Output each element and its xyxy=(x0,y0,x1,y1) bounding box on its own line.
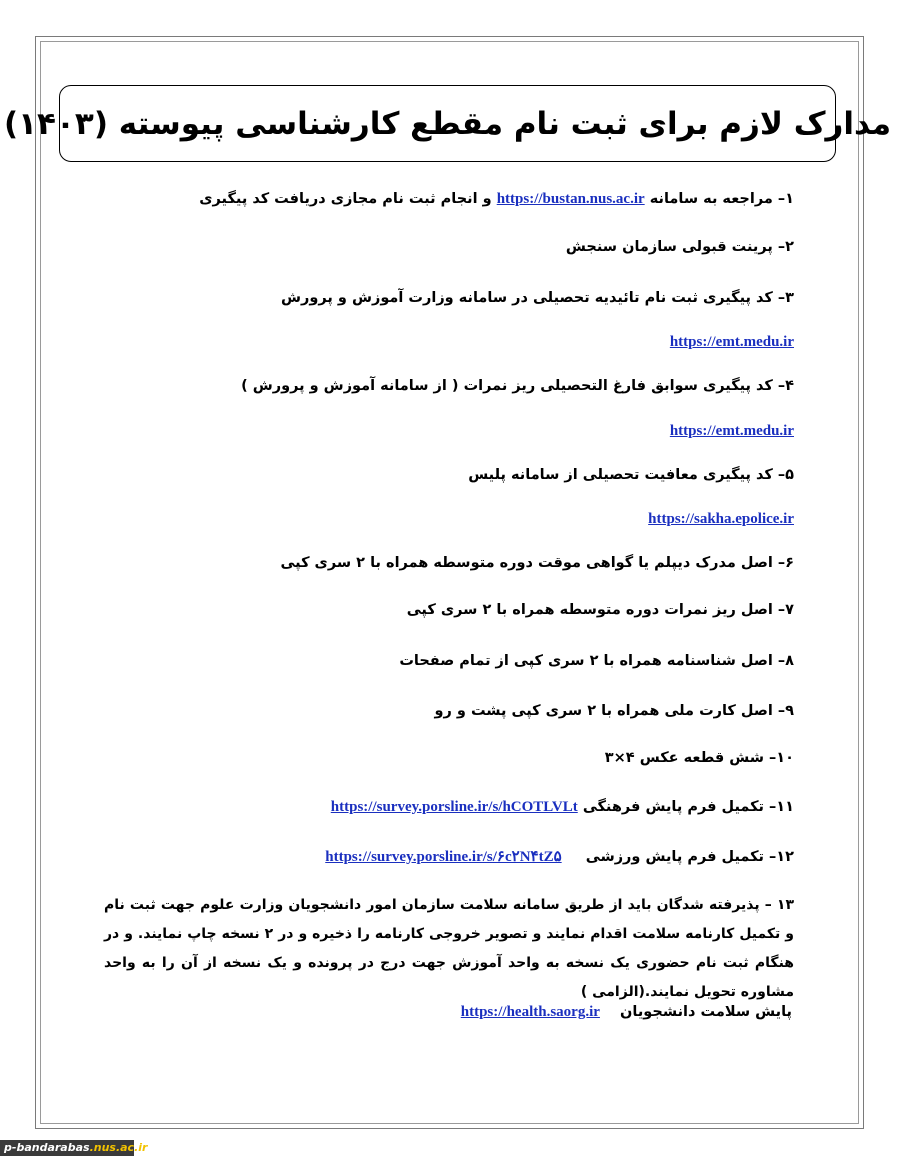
item-3-link-row xyxy=(670,332,794,352)
item-5: ۵– کد پیگیری معافیت تحصیلی از سامانه پلیس xyxy=(468,467,794,483)
item-1-before: ۱– مراجعه به سامانه xyxy=(649,191,794,207)
item-7: ۷– اصل ریز نمرات دوره متوسطه همراه با ۲ سری کپی xyxy=(406,602,794,618)
emt-link-2[interactable]: https://emt.medu.ir xyxy=(669,423,794,439)
item-10: ۱۰– شش قطعه عکس ۴×۳ xyxy=(604,750,794,766)
item-4-link-row xyxy=(670,421,794,441)
item-14 xyxy=(461,1002,792,1022)
site-badge xyxy=(0,1140,148,1156)
item-6: ۶– اصل مدرک دیپلم یا گواهی موقت دوره متوسطه همراه با ۲ سری کپی xyxy=(280,555,794,571)
item-12-text: ۱۲– تکمیل فرم پایش ورزشی xyxy=(585,849,794,865)
porsline-sport-link[interactable]: https://survey.porsline.ir/s/۶c۲N۴tZ۵ xyxy=(325,849,562,865)
item-13: ۱۳ – پذیرفته شدگان باید از طریق سامانه سلامت سازمان امور دانشجویان وزارت علوم جهت ثبت نام و تکمیل کارنامه سلامت اقدام نمایند و تصویر خروجی کارنامه را ذخیره و در ۲ نسخه چاپ نمایند. و در هنگام ثبت نام حضوری یک نسخه به واحد آموزش جهت درج در پرونده و یک نسخه از آن را به واحد مشاوره تحویل نمایند.(الزامی ) xyxy=(104,897,794,1000)
item-3: ۳– کد پیگیری ثبت نام تائیدیه تحصیلی در سامانه وزارت آموزش و پرورش xyxy=(281,290,794,306)
item-2: ۲– پرینت قبولی سازمان سنجش xyxy=(565,239,794,255)
page-title: مدارک لازم برای ثبت نام مقطع کارشناسی پیوسته (۱۴۰۳) xyxy=(3,105,892,142)
badge-highlight: .nus.ac.ir xyxy=(89,1141,148,1154)
health-link[interactable]: https://health.saorg.ir xyxy=(460,1004,600,1020)
item-12 xyxy=(325,847,794,867)
item-11-text: ۱۱– تکمیل فرم پایش فرهنگی xyxy=(582,799,794,815)
epolice-link[interactable]: https://sakha.epolice.ir xyxy=(648,511,794,527)
porsline-culture-link[interactable]: https://survey.porsline.ir/s/hCOTLVLt xyxy=(330,799,578,815)
badge-prefix: p-bandarabas xyxy=(4,1141,90,1154)
item-8: ۸– اصل شناسنامه همراه با ۲ سری کپی از تمام صفحات xyxy=(399,653,794,669)
item-14-text: پایش سلامت دانشجویان xyxy=(620,1004,792,1020)
item-1-after: و انجام ثبت نام مجازی دریافت کد پیگیری xyxy=(199,191,492,207)
item-1 xyxy=(199,189,794,209)
emt-link-1[interactable]: https://emt.medu.ir xyxy=(669,334,794,350)
title-box xyxy=(3,85,892,162)
item-4: ۴– کد پیگیری سوابق فارغ التحصیلی ریز نمرات ( از سامانه آموزش و پرورش ) xyxy=(241,378,794,394)
item-9: ۹– اصل کارت ملی همراه با ۲ سری کپی پشت و رو xyxy=(434,703,794,719)
item-5-link-row xyxy=(648,509,794,529)
item-11 xyxy=(331,797,794,817)
bustan-link[interactable]: https://bustan.nus.ac.ir xyxy=(496,191,645,207)
